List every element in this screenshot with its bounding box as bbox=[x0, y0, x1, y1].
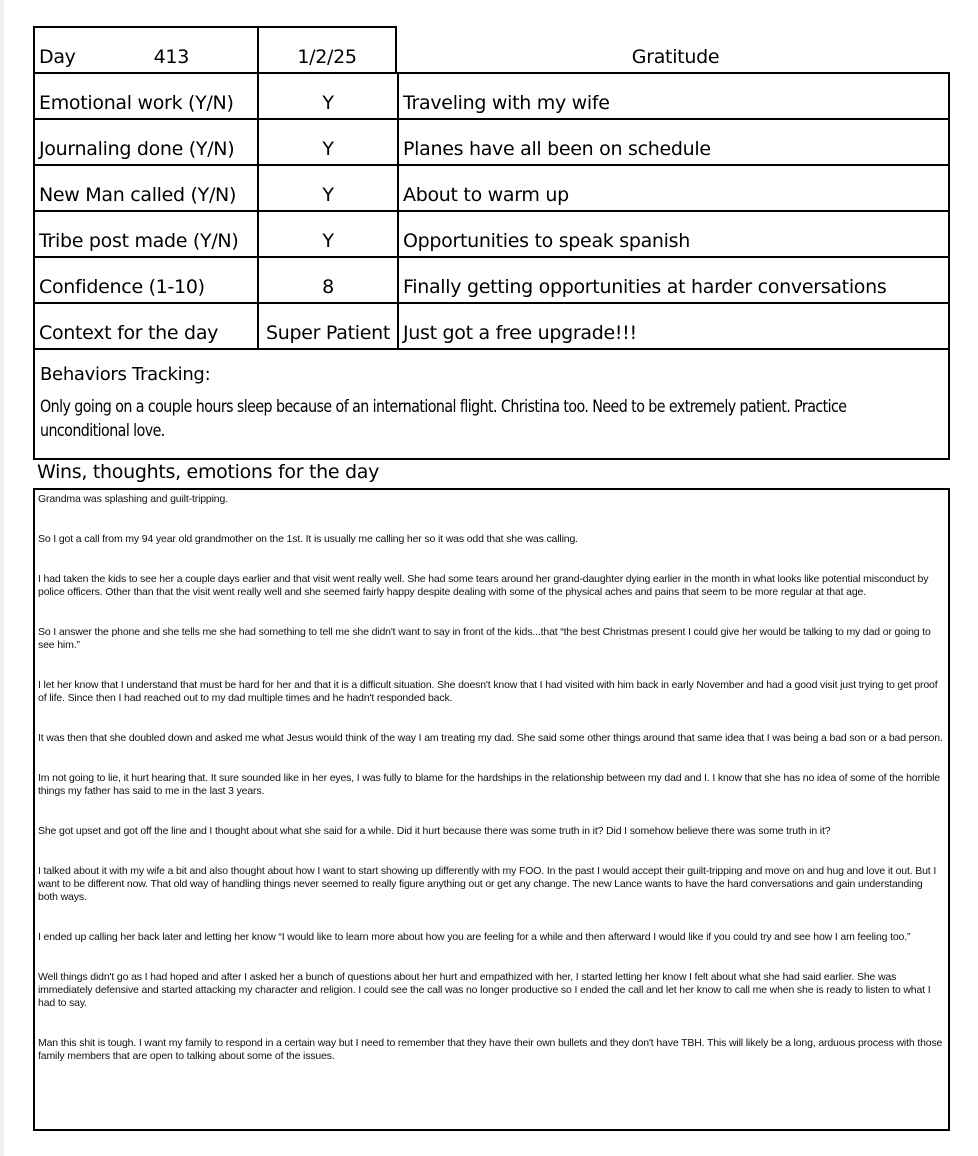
day-label: Day bbox=[39, 46, 76, 68]
tracker-label: New Man called (Y/N) bbox=[33, 164, 257, 210]
tracker-label: Tribe post made (Y/N) bbox=[33, 210, 257, 256]
journal-paragraph: I let her know that I understand that must be hard for her and that it is a difficult situation. She doesn't know that I had visited with him back in early November and had a good visit just trying to get proof of life. Since then I had reached out to my dad multiple times and he hadn't responded back. bbox=[38, 679, 938, 704]
gratitude-header: Gratitude bbox=[631, 46, 720, 68]
tracker-value: Y bbox=[257, 118, 397, 164]
gratitude-item: Just got a free upgrade!!! bbox=[397, 302, 950, 348]
tracker-label: Confidence (1-10) bbox=[33, 256, 257, 302]
tracker-row bbox=[33, 256, 950, 302]
tracker-value: Y bbox=[257, 72, 397, 118]
tracker-row bbox=[33, 118, 950, 164]
journal-paragraph: Man this shit is tough. I want my family to respond in a certain way but I need to remember that they have their own bullets and they don't have TBH. This will likely be a long, arduous process with those family members that are open to talking about some of the issues. bbox=[38, 1037, 943, 1062]
journal-paragraph: I had taken the kids to see her a couple days earlier and that visit went really well. She had some tears around her grand-daughter dying earlier in the month in what looks like potential misconduct by police officers. Other than that the visit went really well and she seemed fairly happy despite dealing with some of the physical aches and pains that seem to be more regular at that age. bbox=[38, 573, 929, 598]
wins-section-title: Wins, thoughts, emotions for the day bbox=[37, 461, 380, 483]
behaviors-title: Behaviors Tracking: bbox=[40, 364, 211, 385]
tracker-header-row bbox=[33, 26, 950, 72]
journal-entry-box bbox=[33, 488, 950, 1131]
tracker-value: Y bbox=[257, 164, 397, 210]
gratitude-item: Opportunities to speak spanish bbox=[397, 210, 950, 256]
gratitude-item: Finally getting opportunities at harder conversations bbox=[397, 256, 950, 302]
behaviors-tracking-box bbox=[33, 348, 950, 460]
tracker-value: 8 bbox=[257, 256, 397, 302]
gratitude-item: Planes have all been on schedule bbox=[397, 118, 950, 164]
tracker-label: Emotional work (Y/N) bbox=[33, 72, 257, 118]
gratitude-item: Traveling with my wife bbox=[397, 72, 950, 118]
tracker-row bbox=[33, 72, 950, 118]
journal-paragraph: It was then that she doubled down and asked me what Jesus would think of the way I am treating my dad. She said some other things around that same idea that I was being a bad son or a bad person. bbox=[38, 732, 943, 744]
tracker-value: Super Patient bbox=[257, 302, 397, 348]
behaviors-text: Only going on a couple hours sleep because of an international flight. Christina too. Need to be extremely patient. Practice unconditional love. bbox=[40, 397, 847, 441]
tracker-row bbox=[33, 302, 950, 348]
day-number: 413 bbox=[153, 46, 189, 68]
tracker-row bbox=[33, 164, 950, 210]
daily-tracker-table bbox=[33, 26, 950, 460]
journal-paragraph: So I got a call from my 94 year old grandmother on the 1st. It is usually me calling her so it was odd that she was calling. bbox=[38, 533, 578, 545]
journal-paragraph: She got upset and got off the line and I thought about what she said for a while. Did it hurt because there was some truth in it? Did I somehow believe there was some truth in it? bbox=[38, 825, 831, 837]
journal-paragraph: I ended up calling her back later and letting her know “I would like to learn more about how you are feeling for a while and then afterward I would like if you could try and see how I am feeling too.” bbox=[38, 931, 911, 943]
journal-paragraph: Well things didn't go as I had hoped and after I asked her a bunch of questions about her hurt and empathized with her, I started letting her know I felt about what she had said earlier. She was immediately defensive and started attacking my character and religion. I could see the call was no longer productive so I ended the call and let her know to call me when she is ready to listen to what I had to say. bbox=[38, 971, 931, 1009]
day-cell bbox=[33, 26, 257, 72]
left-margin-strip bbox=[0, 0, 4, 1156]
journal-paragraph: Grandma was splashing and guilt-tripping. bbox=[38, 493, 228, 505]
gratitude-item: About to warm up bbox=[397, 164, 950, 210]
journal-paragraph: So I answer the phone and she tells me she had something to tell me she didn't want to say in front of the kids...that “the best Christmas present I could give her would be talking to my dad or going to see him.” bbox=[38, 626, 931, 651]
journal-paragraph: Im not going to lie, it hurt hearing that. It sure sounded like in her eyes, I was fully to blame for the hardships in the relationship between my dad and I. I know that she has no idea of some of the horrible things my father has said to me in the last 3 years. bbox=[38, 772, 940, 797]
journal-paragraph: I talked about it with my wife a bit and also thought about how I want to start showing up differently with my FOO. In the past I would accept their guilt-tripping and move on and hug and love it out. But I want to be different now. That old way of handling things never seemed to really figure anything out or get any change. The new Lance wants to have the hard conversations and gain understanding both ways. bbox=[38, 865, 937, 903]
tracker-value: Y bbox=[257, 210, 397, 256]
tracker-row bbox=[33, 210, 950, 256]
tracker-label: Journaling done (Y/N) bbox=[33, 118, 257, 164]
date-cell: 1/2/25 bbox=[257, 26, 397, 72]
tracker-label: Context for the day bbox=[33, 302, 257, 348]
